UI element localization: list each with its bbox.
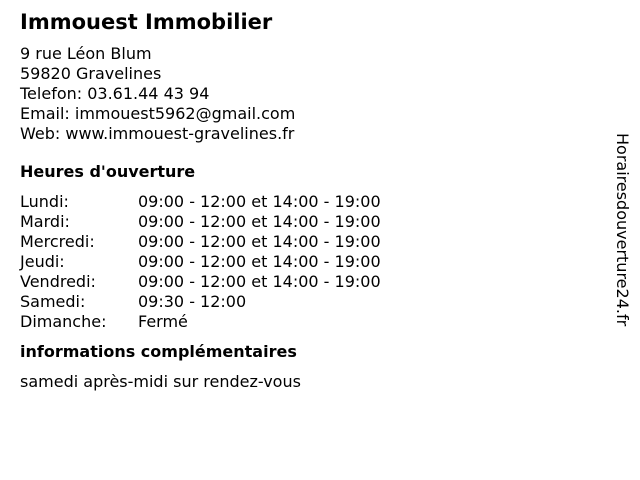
site-watermark: Horairesdouverture24.fr bbox=[613, 133, 632, 327]
hours-value: 09:30 - 12:00 bbox=[138, 292, 247, 311]
hours-value: 09:00 - 12:00 et 14:00 - 19:00 bbox=[138, 212, 381, 231]
hours-value: Fermé bbox=[138, 312, 188, 331]
hours-value: 09:00 - 12:00 et 14:00 - 19:00 bbox=[138, 192, 381, 211]
website-address: Web: www.immouest-gravelines.fr bbox=[20, 124, 295, 143]
day-label: Lundi: bbox=[20, 192, 69, 211]
hours-value: 09:00 - 12:00 et 14:00 - 19:00 bbox=[138, 232, 381, 251]
business-name: Immouest Immobilier bbox=[20, 10, 273, 34]
hours-row bbox=[20, 192, 381, 212]
day-label: Mardi: bbox=[20, 212, 70, 231]
day-label: Vendredi: bbox=[20, 272, 96, 291]
opening-hours-title: Heures d'ouverture bbox=[20, 162, 196, 181]
hours-row bbox=[20, 232, 381, 252]
additional-info-text: samedi après-midi sur rendez-vous bbox=[20, 372, 301, 391]
hours-row bbox=[20, 312, 381, 332]
day-label: Dimanche: bbox=[20, 312, 107, 331]
hours-row bbox=[20, 292, 381, 312]
day-label: Mercredi: bbox=[20, 232, 95, 251]
street-address: 9 rue Léon Blum bbox=[20, 44, 152, 63]
phone-number: Telefon: 03.61.44 43 94 bbox=[20, 84, 210, 103]
day-label: Jeudi: bbox=[20, 252, 65, 271]
hours-value: 09:00 - 12:00 et 14:00 - 19:00 bbox=[138, 272, 381, 291]
opening-hours-table bbox=[20, 192, 381, 332]
city-address: 59820 Gravelines bbox=[20, 64, 162, 83]
hours-row bbox=[20, 252, 381, 272]
hours-value: 09:00 - 12:00 et 14:00 - 19:00 bbox=[138, 252, 381, 271]
hours-row bbox=[20, 212, 381, 232]
hours-row bbox=[20, 272, 381, 292]
email-address: Email: immouest5962@gmail.com bbox=[20, 104, 296, 123]
additional-info-title: informations complémentaires bbox=[20, 342, 297, 361]
business-card bbox=[20, 8, 600, 392]
day-label: Samedi: bbox=[20, 292, 86, 311]
